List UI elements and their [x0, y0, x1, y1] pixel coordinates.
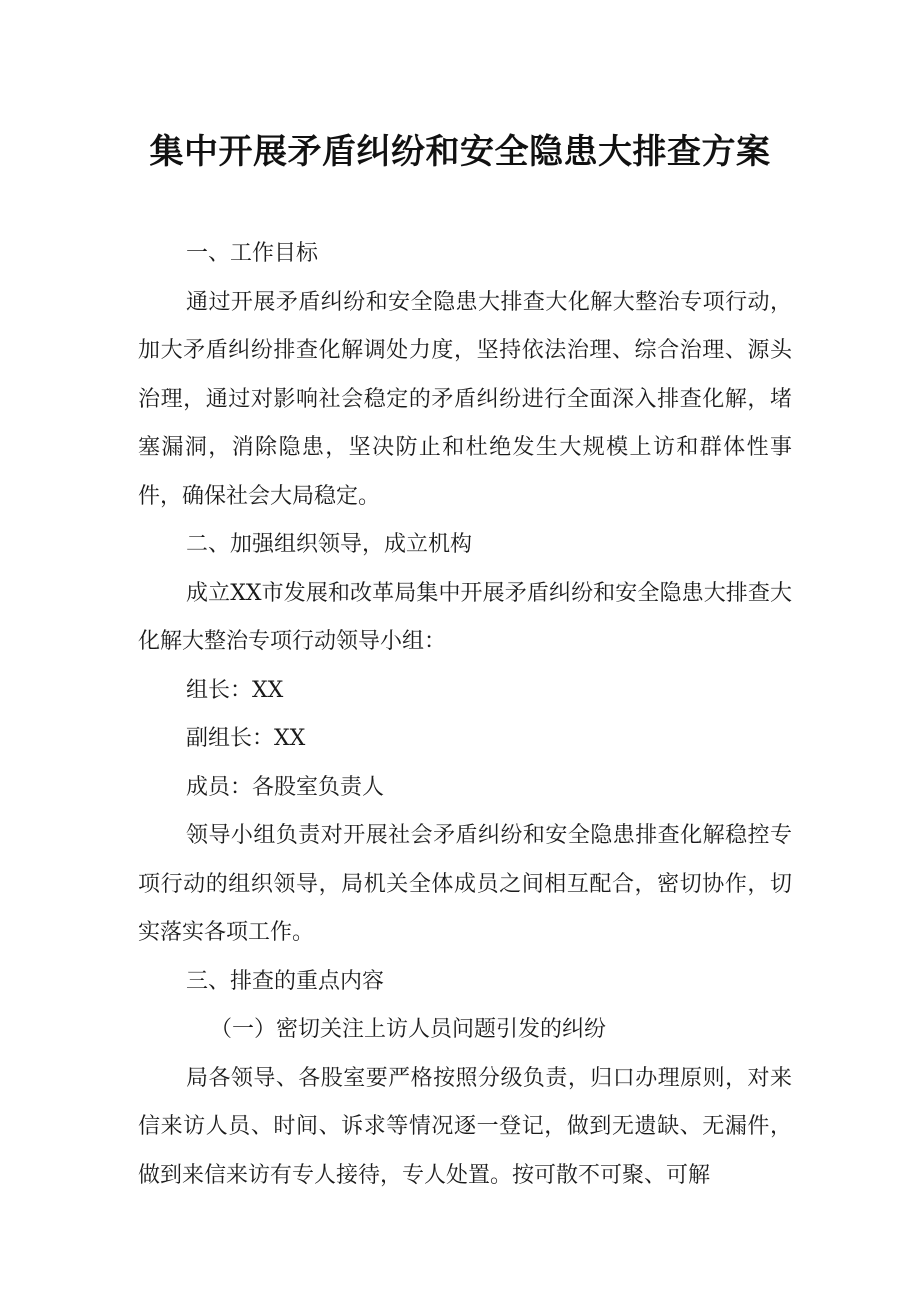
section-heading-goals: 一、工作目标	[186, 241, 319, 266]
page-title: 集中开展矛盾纠纷和安全隐患大排查方案	[149, 132, 771, 172]
group-leader: 组长：XX	[186, 677, 284, 703]
group-members: 成员：各股室负责人	[186, 774, 385, 800]
paragraph-leading-group: 成立XX市发展和改革局集中开展矛盾纠纷和安全隐患大排查大化解大整治专项行动领导小组：	[138, 580, 792, 654]
deputy-group-leader: 副组长：XX	[186, 726, 306, 751]
document-body	[138, 230, 792, 1200]
section-heading-organization: 二、加强组织领导，成立机构	[186, 532, 473, 557]
paragraph-group-duties: 领导小组负责对开展社会矛盾纠纷和安全隐患排查化解稳控专项行动的组织领导，局机关全体成员之间相互配合，密切协作，切实落实各项工作。	[138, 823, 792, 945]
paragraph-goals: 通过开展矛盾纠纷和安全隐患大排查大化解大整治专项行动，加大矛盾纠纷排查化解调处力度，坚持依法治理、综合治理、源头治理，通过对影响社会稳定的矛盾纠纷进行全面深入排查化解，堵塞漏洞，消除隐患，坚决防止和杜绝发生大规模上访和群体性事件，确保社会大局稳定。	[138, 289, 792, 509]
paragraph-petitions: 局各领导、各股室要严格按照分级负责，归口办理原则，对来信来访人员、时间、诉求等情况逐一登记，做到无遗缺、无漏件，做到来信来访有专人接待，专人处置。按可散不可聚、可解	[138, 1065, 792, 1188]
section-heading-key-content: 三、排查的重点内容	[186, 968, 385, 994]
subsection-heading-petitions: （一）密切关注上访人员问题引发的纠纷	[210, 1017, 607, 1042]
